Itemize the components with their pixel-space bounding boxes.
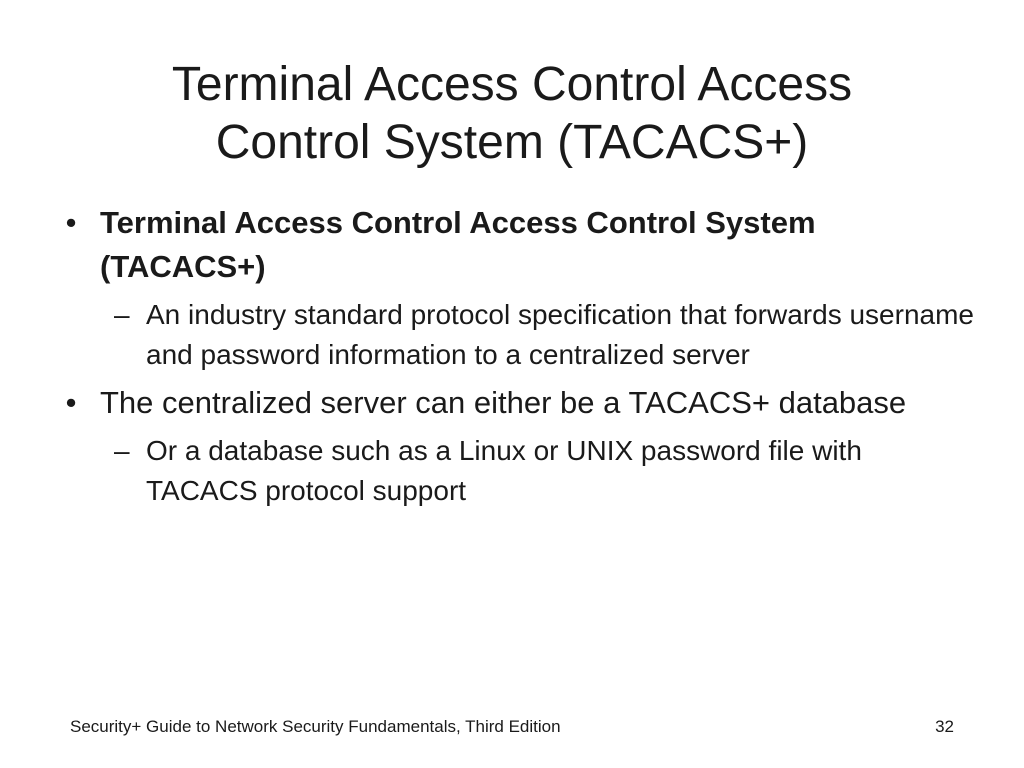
sub-bullet-item-2 xyxy=(100,431,980,511)
slide-title-line-2: Control System (TACACS+) xyxy=(215,116,809,169)
sub-bullet-item-1 xyxy=(100,295,980,375)
bullet-text: Terminal Access Control Access Control System (TACACS+) xyxy=(100,205,816,284)
bullet-list xyxy=(60,201,980,517)
bullet-text: The centralized server can either be a TACACS+ database xyxy=(100,385,907,420)
slide-number: 32 xyxy=(935,717,954,736)
sub-bullet-text: An industry standard protocol specification that forwards username and password information to a centralized server xyxy=(146,299,974,370)
sub-bullet-text: Or a database such as a Linux or UNIX password file with TACACS protocol support xyxy=(146,435,862,506)
bullet-item-1 xyxy=(60,201,980,375)
footer-text: Security+ Guide to Network Security Fundamentals, Third Edition xyxy=(70,717,561,736)
bullet-item-2 xyxy=(60,381,980,511)
sub-bullet-marker: – xyxy=(114,435,130,466)
slide-title xyxy=(60,56,964,172)
bullet-marker: • xyxy=(65,205,77,240)
sub-bullet-list xyxy=(100,431,980,511)
slide-title-line-1: Terminal Access Control Access xyxy=(171,58,853,111)
sub-bullet-list xyxy=(100,295,980,375)
bullet-marker: • xyxy=(65,385,77,420)
sub-bullet-marker: – xyxy=(114,299,130,330)
